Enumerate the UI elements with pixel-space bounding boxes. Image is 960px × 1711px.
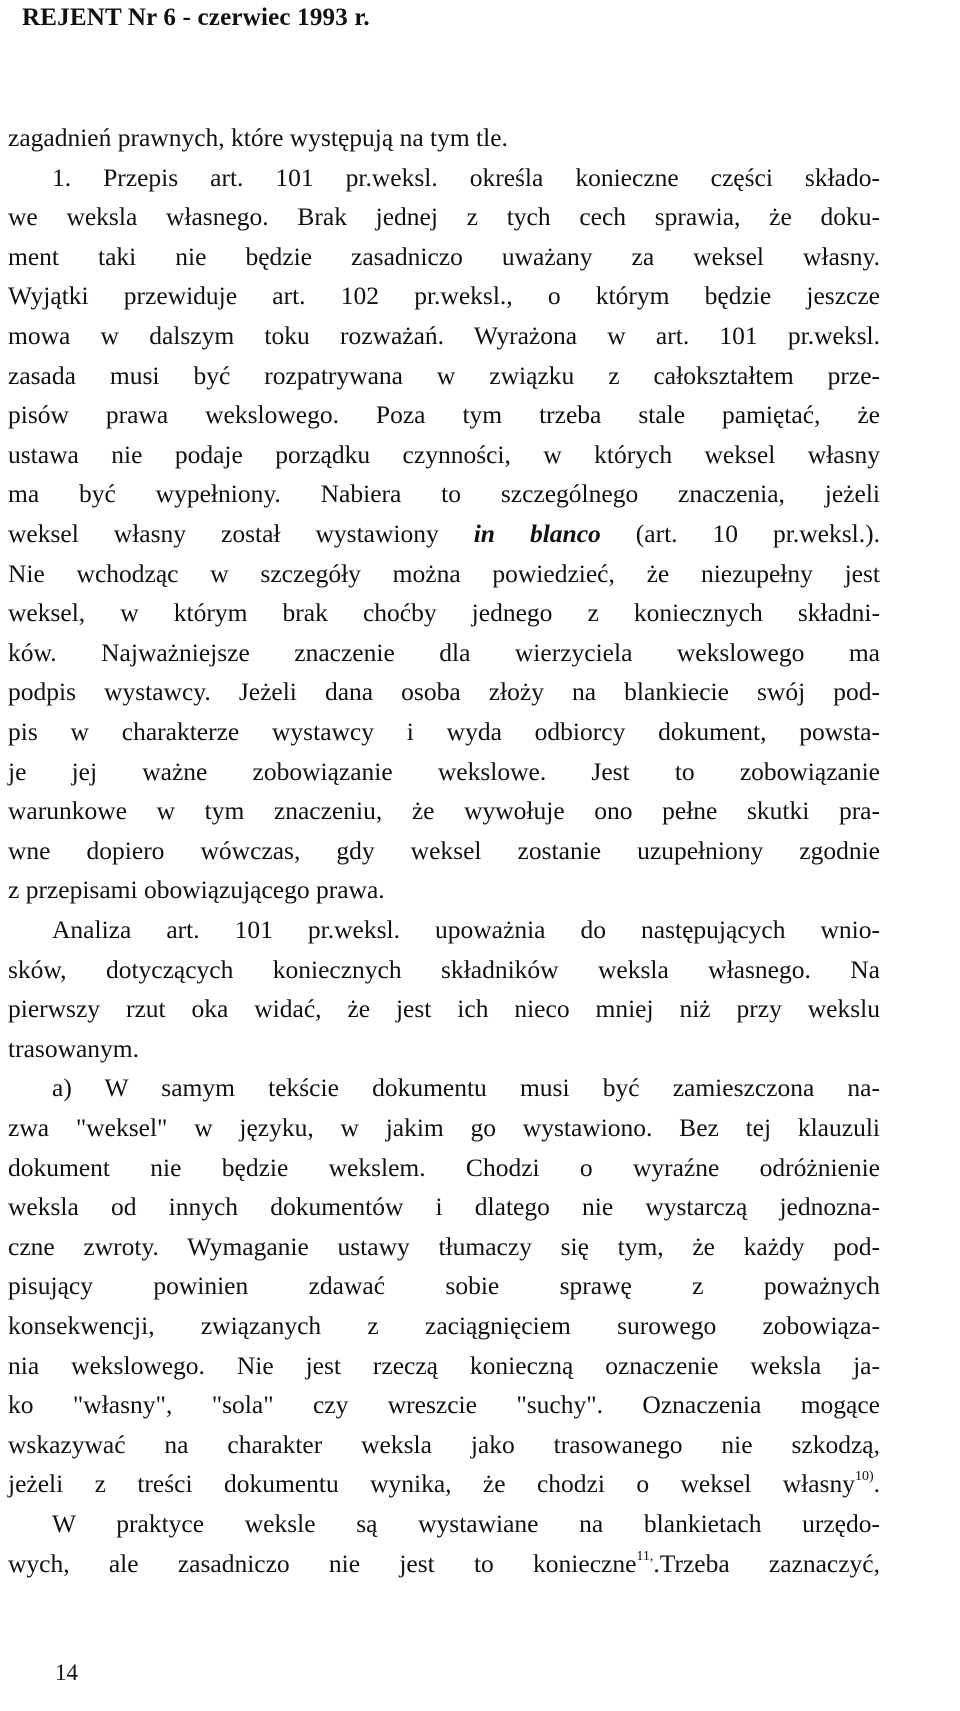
text-line bbox=[8, 754, 880, 790]
line-text-tail: .Trzeba zaznaczyć, bbox=[653, 1548, 881, 1578]
text-line bbox=[8, 358, 880, 394]
text-line bbox=[8, 318, 880, 354]
page-number: 14 bbox=[55, 1660, 78, 1685]
footnote-ref: 11, bbox=[636, 1548, 654, 1564]
running-header: REJENT Nr 6 - czerwiec 1993 r. bbox=[22, 4, 370, 31]
line-text: zagadnień prawnych, które występują na tym tle. bbox=[8, 123, 508, 152]
line-text: dokument nie będzie wekslem. Chodzi o wyraźne odróżnienie bbox=[8, 1152, 880, 1182]
text-line bbox=[8, 1308, 880, 1344]
text-line bbox=[8, 1387, 880, 1423]
line-text: z przepisami obowiązującego prawa. bbox=[8, 875, 385, 905]
line-text: Nie wchodząc w szczegóły można powiedzieć, że niezupełny jest bbox=[8, 558, 880, 588]
line-text: warunkowe w tym znaczeniu, że wywołuje ono pełne skutki pra- bbox=[8, 796, 880, 826]
text-line bbox=[8, 595, 880, 631]
text-line bbox=[8, 1189, 880, 1225]
text-line bbox=[8, 952, 880, 988]
text-line bbox=[8, 437, 880, 473]
line-text: Analiza art. 101 pr.weksl. upoważnia do następujących wnio- bbox=[52, 915, 880, 944]
line-text: nia wekslowego. Nie jest rzeczą konieczną oznaczenie weksla ja- bbox=[8, 1350, 880, 1380]
text-line bbox=[8, 833, 880, 869]
text-line bbox=[8, 1031, 880, 1067]
text-line bbox=[8, 1070, 880, 1106]
line-text: ko "własny", "sola" czy wreszcie "suchy". Oznaczenia mogące bbox=[8, 1390, 880, 1420]
text-line bbox=[8, 872, 880, 908]
line-text: weksel własny został wystawiony bbox=[8, 519, 474, 548]
text-line bbox=[8, 160, 880, 196]
text-line bbox=[8, 1229, 880, 1265]
text-line bbox=[8, 912, 880, 948]
line-text: sków, dotyczących koniecznych składników weksla własnego. Na bbox=[8, 954, 880, 984]
text-line bbox=[8, 278, 880, 314]
text-line bbox=[8, 1466, 880, 1502]
text-line bbox=[8, 635, 880, 671]
text-line bbox=[8, 397, 880, 433]
text-line bbox=[8, 1150, 880, 1186]
line-text: pisujący powinien zdawać sobie sprawę z poważnych bbox=[8, 1271, 880, 1301]
text-line bbox=[8, 120, 880, 156]
line-text: ment taki nie będzie zasadniczo uważany za weksel własny. bbox=[8, 241, 880, 271]
text-line bbox=[8, 714, 880, 750]
line-text: 1. Przepis art. 101 pr.weksl. określa konieczne części składo- bbox=[52, 162, 880, 192]
line-text: weksla od innych dokumentów i dlatego nie wystarczą jednozna- bbox=[8, 1192, 880, 1222]
line-text: Wyjątki przewiduje art. 102 pr.weksl., o którym będzie jeszcze bbox=[8, 281, 880, 311]
line-text: pisów prawa wekslowego. Poza tym trzeba stale pamiętać, że bbox=[8, 400, 880, 430]
line-text: konsekwencji, związanych z zaciągnięciem surowego zobowiąza- bbox=[8, 1311, 880, 1340]
text-line bbox=[8, 1546, 880, 1582]
line-text: trasowanym. bbox=[8, 1033, 140, 1063]
text-line bbox=[8, 239, 880, 275]
line-text: pierwszy rzut oka widać, że jest ich nieco mniej niż przy wekslu bbox=[8, 994, 880, 1024]
line-text: zwa "weksel" w języku, w jakim go wystawiono. Bez tej klauzuli bbox=[8, 1113, 880, 1142]
line-text: zasada musi być rozpatrywana w związku z całokształtem prze- bbox=[8, 360, 880, 390]
line-text: pis w charakterze wystawcy i wyda odbiorcy dokument, powsta- bbox=[8, 717, 880, 746]
text-line bbox=[8, 793, 880, 829]
line-text: ustawa nie podaje porządku czynności, w których weksel własny bbox=[8, 439, 880, 469]
text-line bbox=[8, 1268, 880, 1304]
line-text-tail: (art. 10 pr.weksl.). bbox=[600, 519, 880, 548]
line-text: jeżeli z treści dokumentu wynika, że chodzi o weksel własny bbox=[8, 1469, 855, 1499]
text-line bbox=[8, 1348, 880, 1384]
line-text: wne dopiero wówczas, gdy weksel zostanie uzupełniony zgodnie bbox=[8, 835, 880, 865]
line-text: wych, ale zasadniczo nie jest to konieczne bbox=[8, 1548, 637, 1578]
text-line bbox=[8, 476, 880, 512]
text-line bbox=[8, 556, 880, 592]
line-text: czne zwroty. Wymaganie ustawy tłumaczy się tym, że każdy pod- bbox=[8, 1231, 880, 1261]
line-text: wskazywać na charakter weksla jako trasowanego nie szkodzą, bbox=[8, 1429, 880, 1459]
text-line bbox=[8, 1110, 880, 1146]
line-text: weksel, w którym brak choćby jednego z koniecznych składni- bbox=[8, 598, 880, 628]
text-line bbox=[8, 516, 880, 552]
line-text: W praktyce weksle są wystawiane na blankietach urzędo- bbox=[52, 1509, 880, 1538]
line-text: a) W samym tekście dokumentu musi być zamieszczona na- bbox=[52, 1073, 880, 1103]
line-text: mowa w dalszym toku rozważań. Wyrażona w art. 101 pr.weksl. bbox=[8, 321, 880, 350]
line-text-tail: . bbox=[873, 1469, 880, 1499]
text-line bbox=[8, 1506, 880, 1542]
text-line bbox=[8, 199, 880, 235]
line-text: ków. Najważniejsze znaczenie dla wierzyciela wekslowego ma bbox=[8, 637, 880, 667]
line-text: podpis wystawcy. Jeżeli dana osoba złoży na blankiecie swój pod- bbox=[8, 677, 880, 707]
line-text: ma być wypełniony. Nabiera to szczególnego znaczenia, jeżeli bbox=[8, 479, 880, 509]
footnote-ref: 10) bbox=[854, 1469, 874, 1485]
text-line bbox=[8, 991, 880, 1027]
line-text: je jej ważne zobowiązanie wekslowe. Jest to zobowiązanie bbox=[8, 756, 880, 786]
text-line bbox=[8, 674, 880, 710]
line-text: we weksla własnego. Brak jednej z tych cech sprawia, że doku- bbox=[8, 202, 880, 232]
italic-term: in blanco bbox=[473, 519, 601, 548]
text-line bbox=[8, 1427, 880, 1463]
